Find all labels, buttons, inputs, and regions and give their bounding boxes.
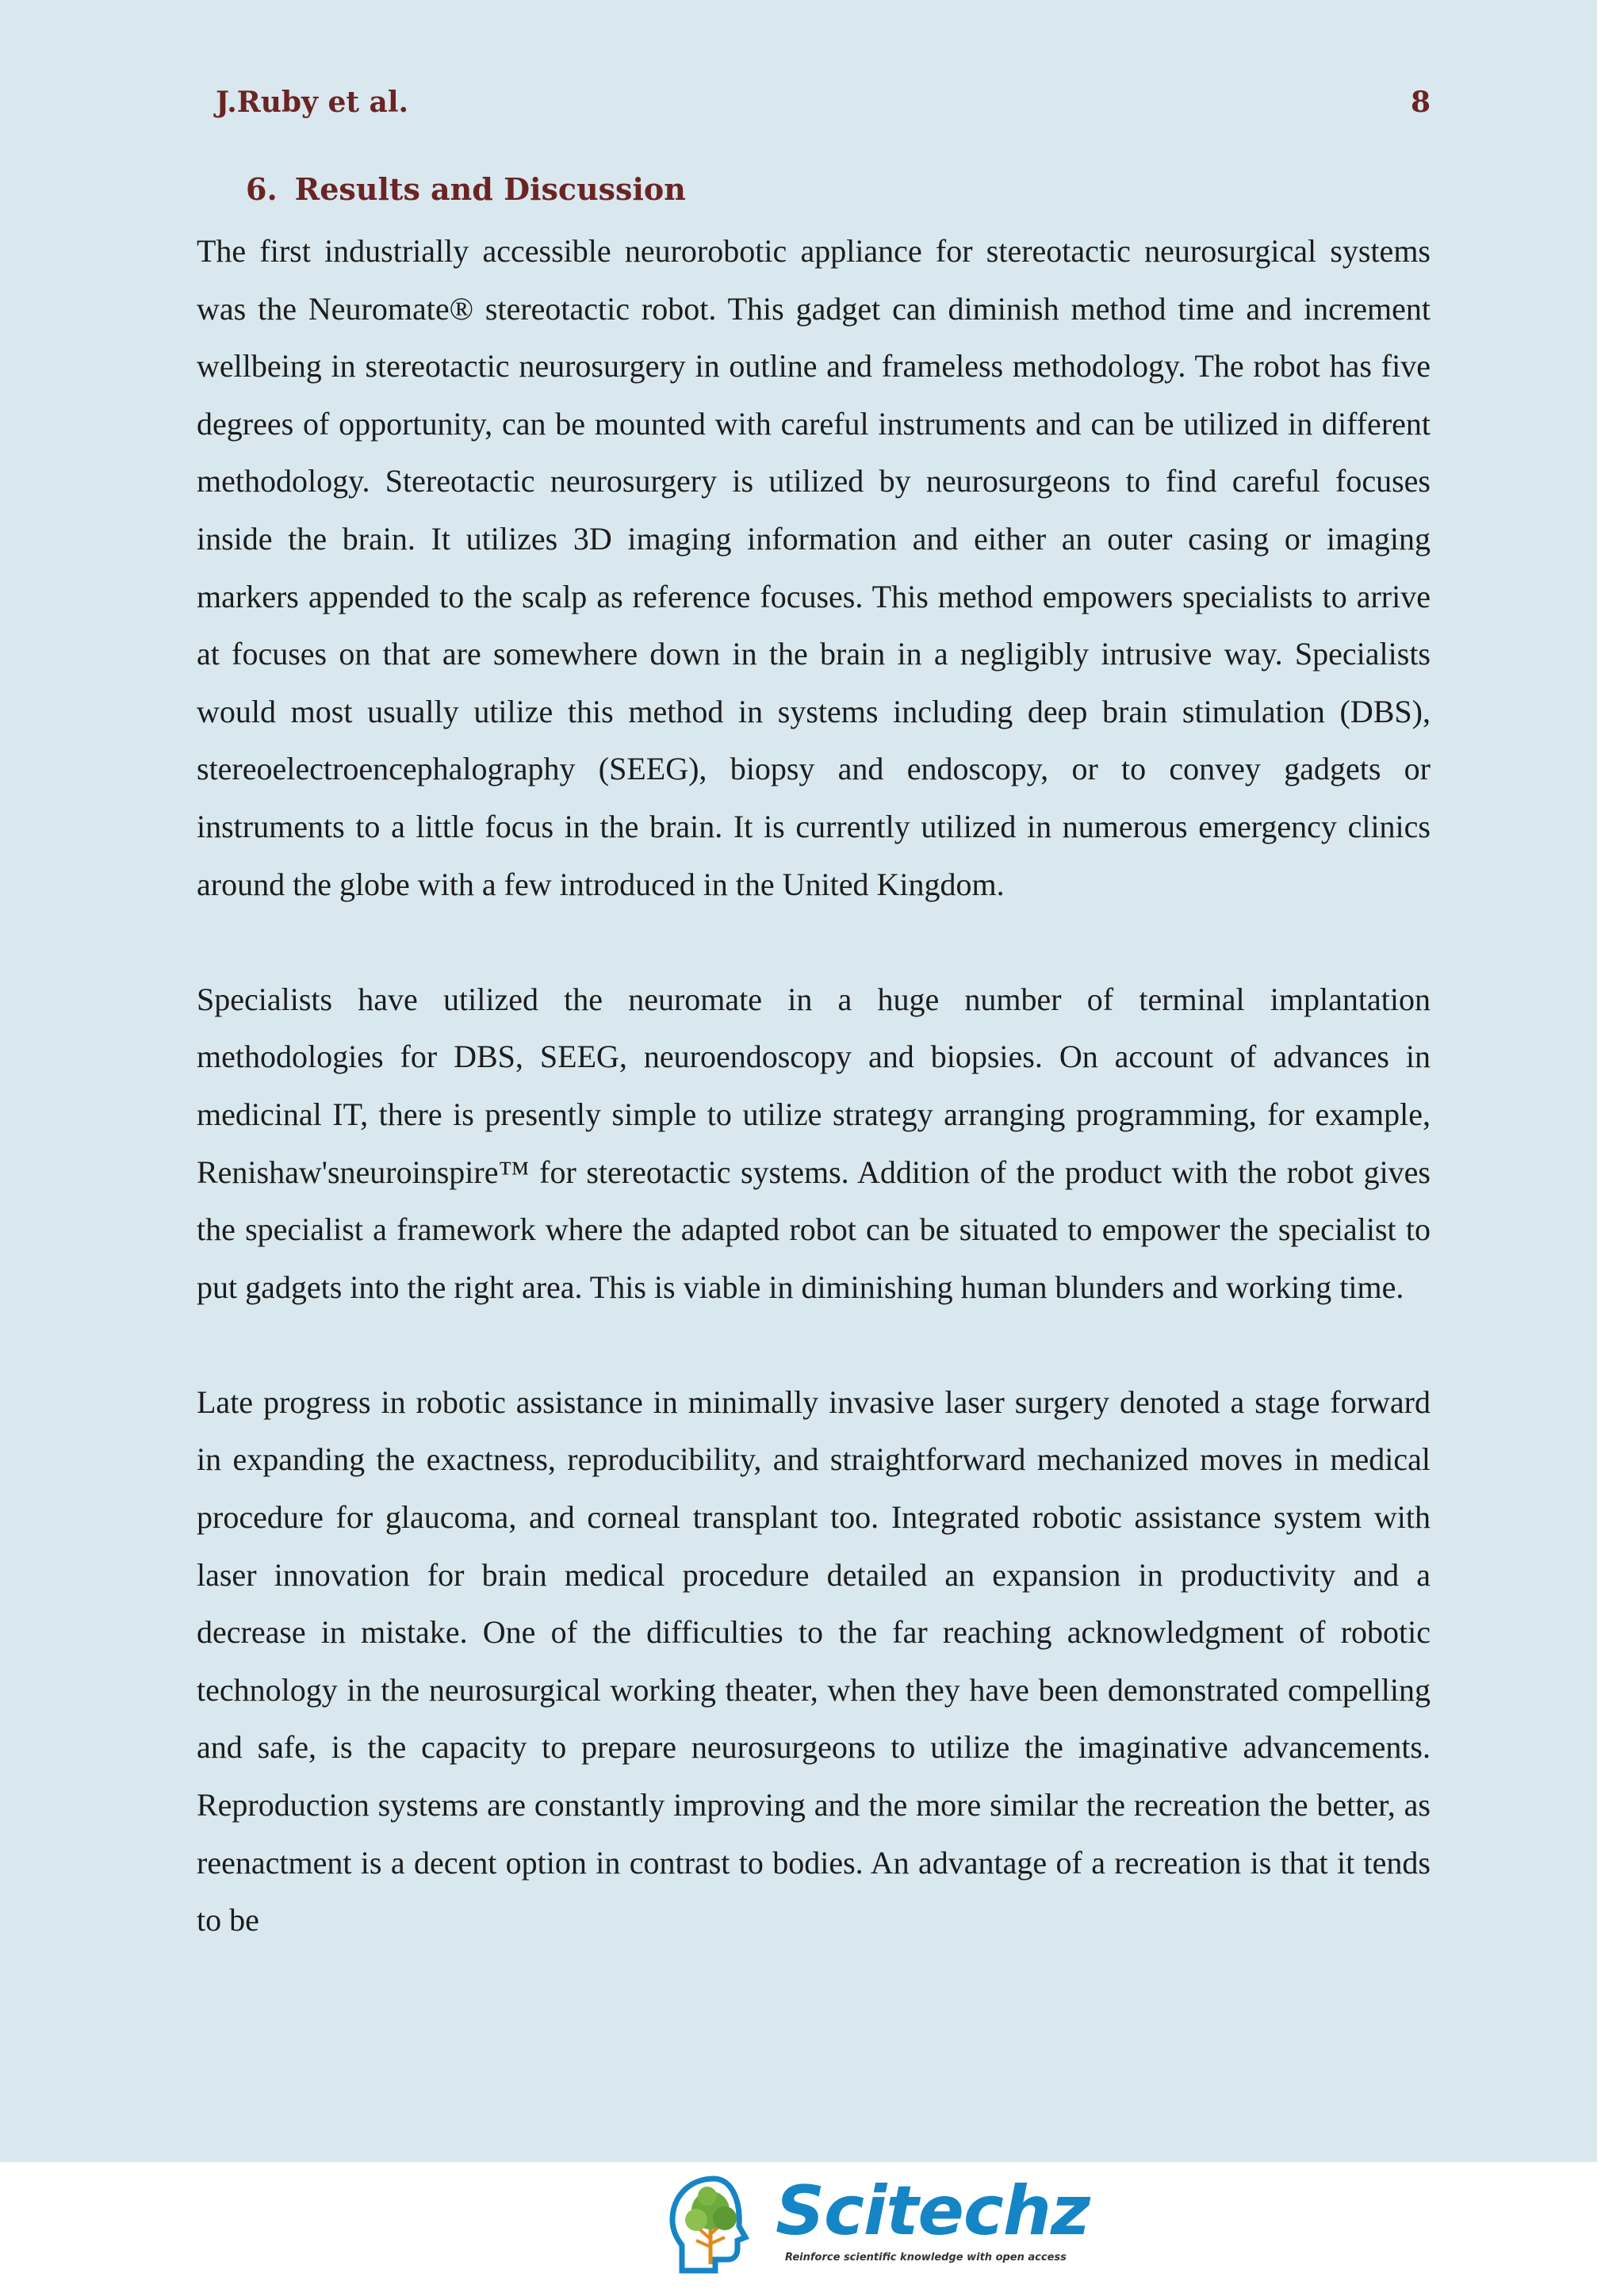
head-silhouette-icon xyxy=(658,2171,769,2282)
section-title: Results and Discussion xyxy=(294,171,686,207)
scitechz-logo xyxy=(658,2171,1090,2282)
logo-wordmark: Scitechz xyxy=(776,2172,1090,2251)
paragraph: Late progress in robotic assistance in minimally invasive laser surgery denoted a stage forward in expanding the exactness, reproducibility, and straightforward mechanized moves in medical procedure for glaucoma, and corneal transplant too. Integrated robotic assistance system with laser innovation for brain medical procedure detailed an expansion in productivity and a decrease in mistake. One of the difficulties to the far reaching acknowledgment of robotic technology in the neurosurgical working theater, when they have been demonstrated compelling and safe, is the capacity to prepare neurosurgeons to utilize the imaginative advancements. Reproduction systems are constantly improving and the more similar the recreation the better, as reenactment is a decent option in contrast to bodies. An advantage of a recreation is that it tends to be xyxy=(197,1383,1431,1938)
section-number: 6. xyxy=(246,171,278,207)
section-heading xyxy=(246,171,686,207)
logo-tagline: Reinforce scientific knowledge with open access xyxy=(785,2252,1067,2263)
paragraph: Specialists have utilized the neuromate in a huge number of terminal implantation methodologies for DBS, SEEG, neuroendoscopy and biopsies. On account of advances in medicinal IT, there is presently simple to utilize strategy arranging programming, for example, Renishaw'sneuroinspire™ for stereotactic systems. Addition of the product with the robot gives the specialist a framework where the adapted robot can be situated to empower the specialist to put gadgets into the right area. This is viable in diminishing human blunders and working time. xyxy=(197,981,1431,1305)
running-header xyxy=(216,86,1431,130)
page-number: 8 xyxy=(1410,86,1431,119)
body-text xyxy=(197,223,1431,1950)
running-head-author: J.Ruby et al. xyxy=(216,86,409,119)
paragraph: The first industrially accessible neurorobotic appliance for stereotactic neurosurgical systems was the Neuromate® stereotactic robot. This gadget can diminish method time and increment wellbeing in stereotactic neurosurgery in outline and frameless methodology. The robot has five degrees of opportunity, can be mounted with careful instruments and can be utilized in different methodology. Stereotactic neurosurgery is utilized by neurosurgeons to find careful focuses inside the brain. It utilizes 3D imaging information and either an outer casing or imaging markers appended to the scalp as reference focuses. This method empowers specialists to arrive at focuses on that are somewhere down in the brain in a negligibly intrusive way. Specialists would most usually utilize this method in systems including deep brain stimulation (DBS), stereoelectroencephalography (SEEG), biopsy and endoscopy, or to convey gadgets or instruments to a little focus in the brain. It is currently utilized in numerous emergency clinics around the globe with a few introduced in the United Kingdom. xyxy=(197,233,1431,902)
